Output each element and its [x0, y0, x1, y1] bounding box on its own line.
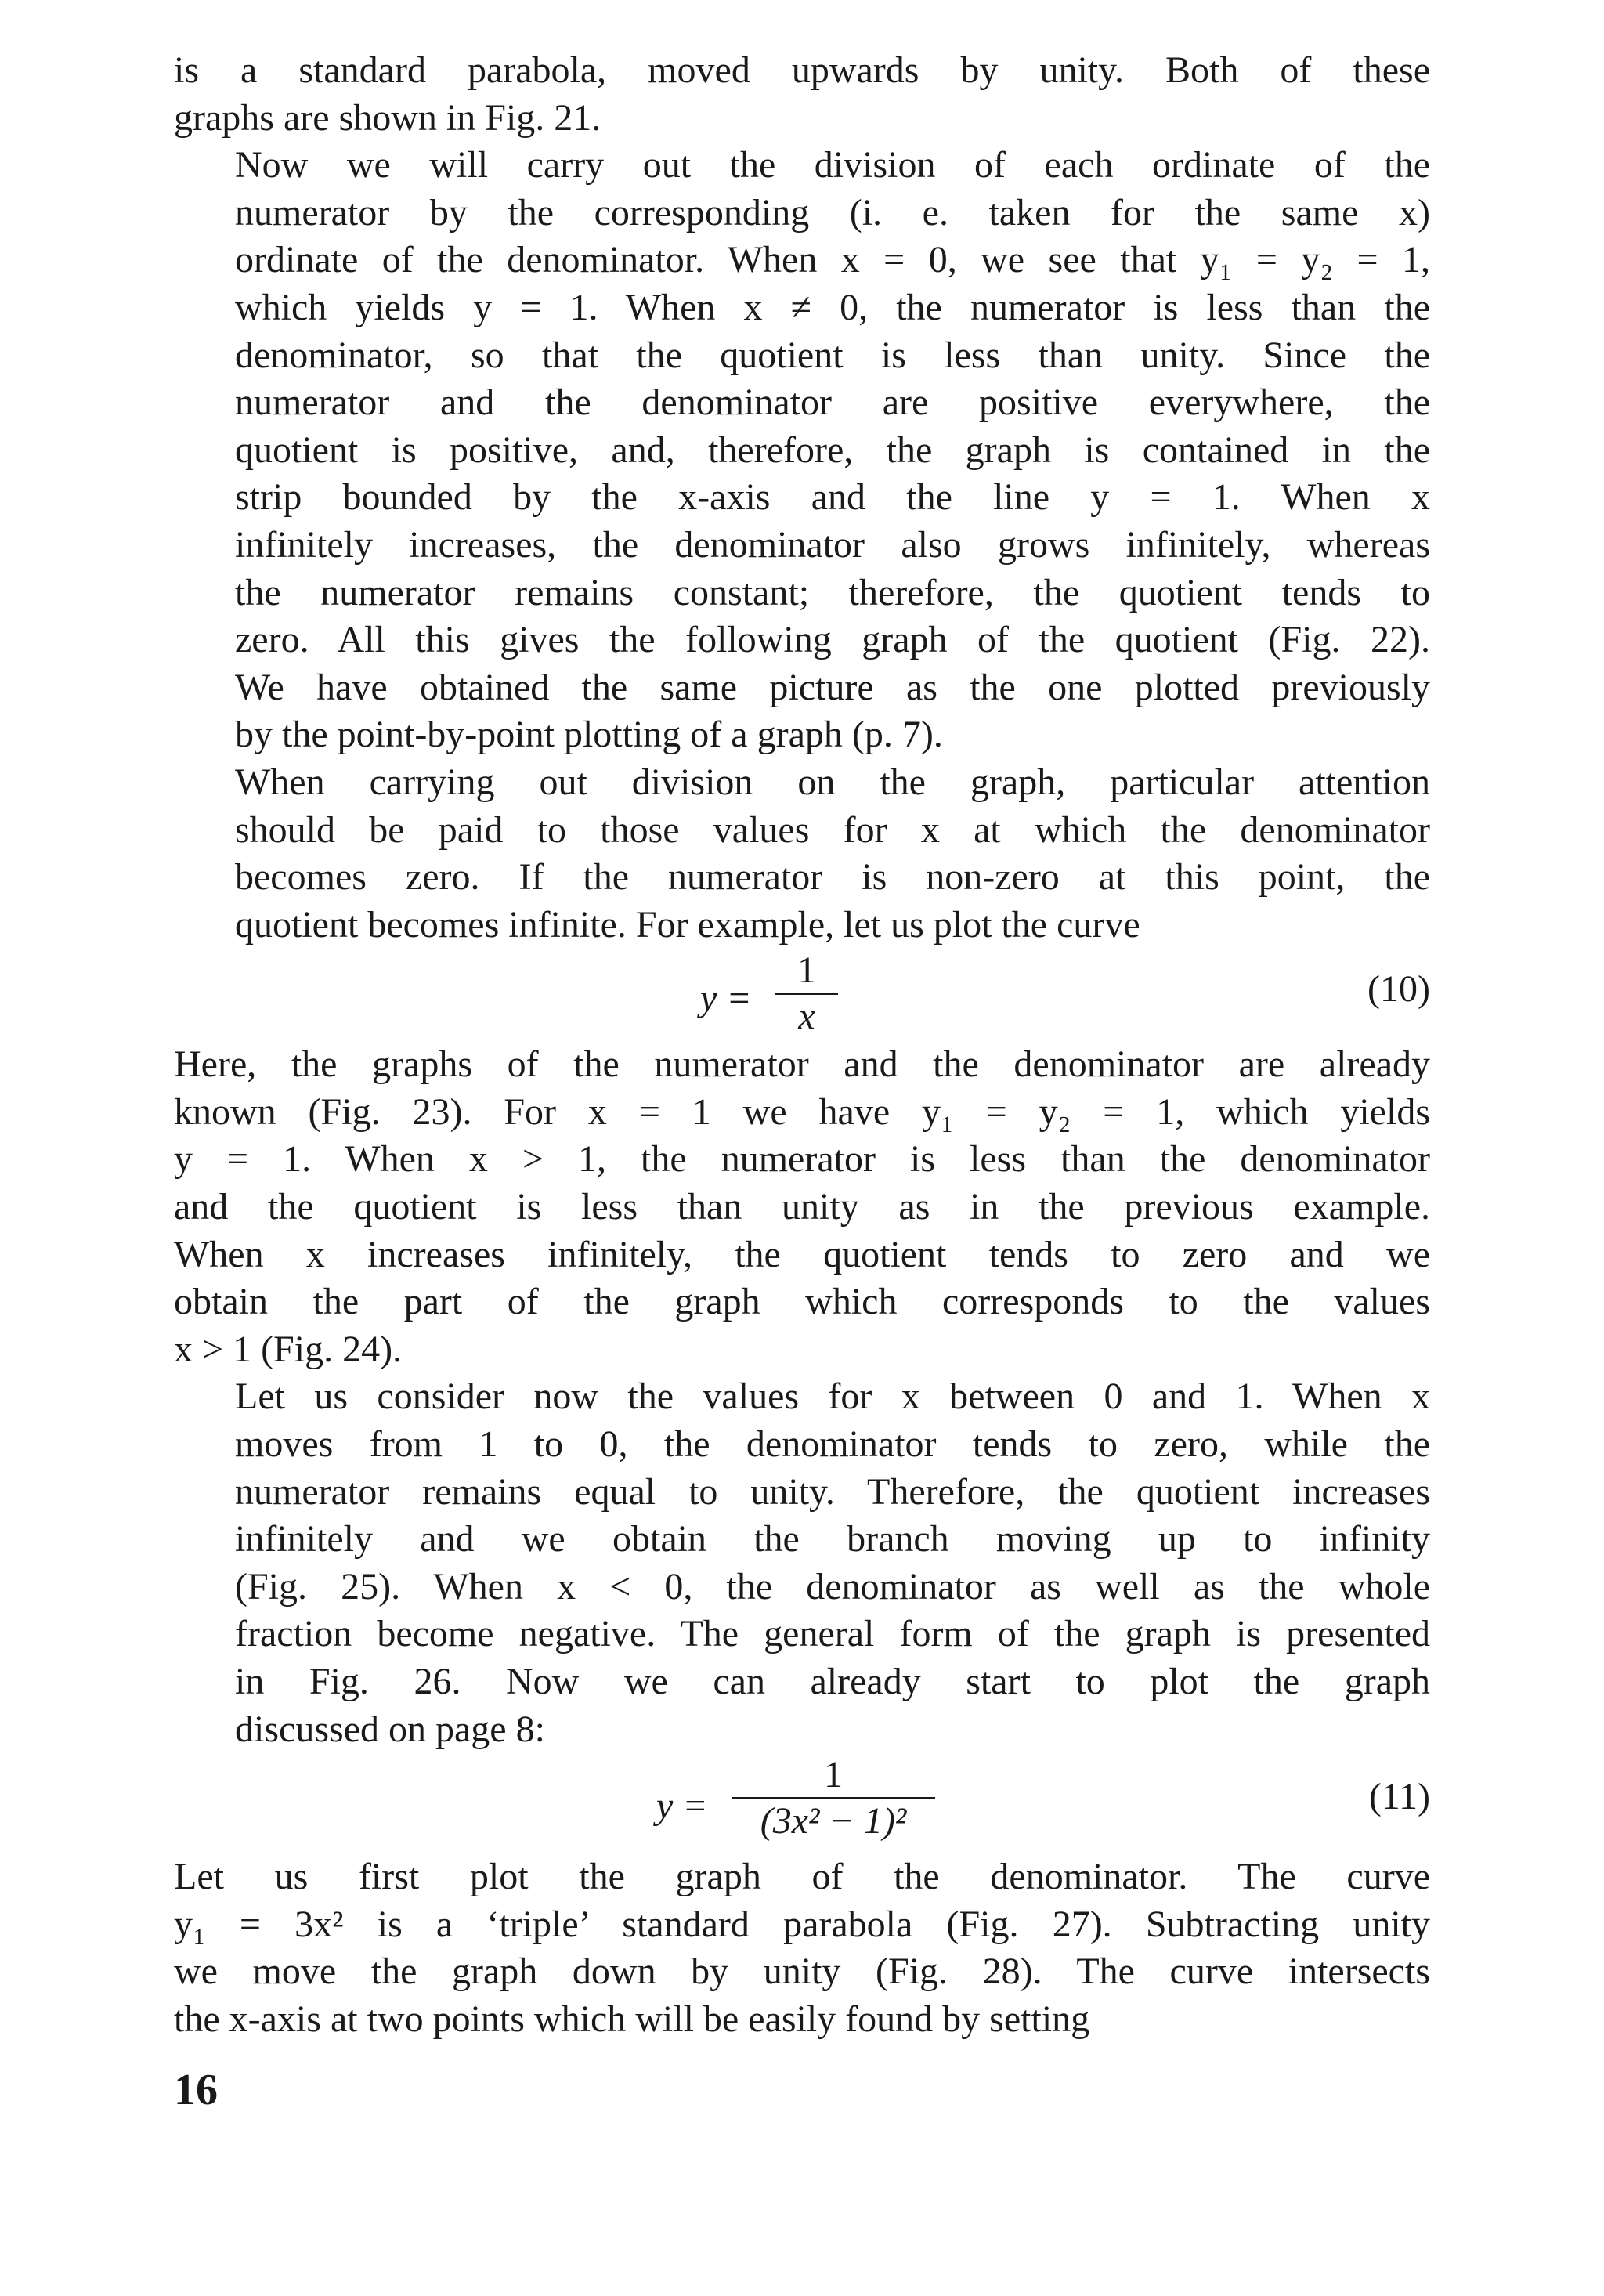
text-line: ordinate of the denominator. When x = 0, we see that y₁ = y₂ = 1, — [235, 239, 1430, 281]
text-line: denominator, so that the quotient is less than unity. Since the — [235, 334, 1430, 376]
text-line: infinitely and we obtain the branch moving up to infinity — [235, 1518, 1430, 1560]
text-line: which yields y = 1. When x ≠ 0, the numerator is less than the — [235, 286, 1430, 328]
text-line: numerator remains equal to unity. Therefore, the quotient increases — [235, 1470, 1430, 1513]
text-line: becomes zero. If the numerator is non-zero at this point, the — [235, 856, 1430, 899]
equation-number: (10) — [1367, 968, 1430, 1011]
fraction — [775, 949, 838, 1039]
equation-11 — [174, 1753, 1430, 1853]
text-line: We have obtained the same picture as the one plotted previously — [235, 666, 1430, 708]
text-line: (Fig. 25). When x < 0, the denominator as well as the whole — [235, 1565, 1430, 1607]
fraction-numerator: 1 — [797, 949, 816, 992]
text-line: known (Fig. 23). For x = 1 we have y₁ = y₂ = 1, which yields — [174, 1090, 1430, 1133]
paragraph — [174, 1041, 1430, 1373]
text-line: When x increases infinitely, the quotient tends to zero and we — [174, 1233, 1430, 1275]
text-line: the x-axis at two points which will be easily found by setting — [174, 1998, 1090, 2040]
equation-lhs: y = — [700, 978, 752, 1020]
paragraph — [174, 142, 1430, 759]
fraction — [732, 1753, 935, 1843]
paragraph — [174, 1853, 1430, 2043]
text-line: Here, the graphs of the numerator and the denominator are already — [174, 1043, 1430, 1086]
text-line: graphs are shown in Fig. 21. — [174, 96, 602, 139]
page-number: 16 — [174, 2066, 218, 2114]
text-line: strip bounded by the x-axis and the line y = 1. When x — [235, 476, 1430, 519]
text-line: y = 1. When x > 1, the numerator is less than the denominator — [174, 1138, 1430, 1181]
text-line: in Fig. 26. Now we can already start to plot the graph — [235, 1661, 1430, 1702]
text-line: by the point-by-point plotting of a graph (p. 7). — [235, 714, 943, 756]
paragraph — [174, 759, 1430, 949]
text-line: and the quotient is less than unity as in the previous example. — [174, 1186, 1430, 1228]
text-line: infinitely increases, the denominator also grows infinitely, whereas — [235, 523, 1430, 566]
text-line: discussed on page 8: — [235, 1708, 545, 1750]
text-line: Let us consider now the values for x between 0 and 1. When x — [235, 1376, 1430, 1418]
equation-number: (11) — [1368, 1776, 1430, 1818]
text-line: the numerator remains constant; therefore, the quotient tends to — [235, 571, 1430, 613]
text-line: x > 1 (Fig. 24). — [174, 1328, 403, 1370]
text-line: numerator by the corresponding (i. e. taken for the same x) — [235, 191, 1430, 233]
text-line: is a standard parabola, moved upwards by unity. Both of these — [174, 49, 1430, 91]
text-line: obtain the part of the graph which corresponds to the values — [174, 1281, 1430, 1323]
equation-10 — [174, 949, 1430, 1041]
text-line: we move the graph down by unity (Fig. 28). The curve intersects — [174, 1951, 1430, 1993]
text-line: quotient becomes infinite. For example, let us plot the curve — [235, 903, 1140, 946]
text-line: should be paid to those values for x at which the denominator — [235, 808, 1430, 851]
text-line: Now we will carry out the division of each ordinate of the — [235, 144, 1430, 186]
paragraph — [174, 1373, 1430, 1753]
text-line: zero. All this gives the following graph of the quotient (Fig. 22). — [235, 619, 1430, 661]
text-line: y₁ = 3x² is a ‘triple’ standard parabola (Fig. 27). Subtracting unity — [174, 1903, 1430, 1945]
text-line: Let us first plot the graph of the denominator. The curve — [174, 1856, 1430, 1898]
fraction-numerator: 1 — [824, 1754, 843, 1796]
fraction-denominator: x — [798, 996, 815, 1038]
text-line: fraction become negative. The general form of the graph is presented — [235, 1613, 1430, 1655]
fraction-denominator: (3x² − 1)² — [760, 1800, 907, 1842]
text-line: quotient is positive, and, therefore, the graph is contained in the — [235, 428, 1430, 471]
text-line: numerator and the denominator are positive everywhere, the — [235, 381, 1430, 424]
page-body — [174, 47, 1430, 2044]
text-line: moves from 1 to 0, the denominator tends to zero, while the — [235, 1423, 1430, 1466]
paragraph — [174, 47, 1430, 142]
equation-lhs: y = — [656, 1785, 708, 1828]
text-line: When carrying out division on the graph, particular attention — [235, 761, 1430, 803]
